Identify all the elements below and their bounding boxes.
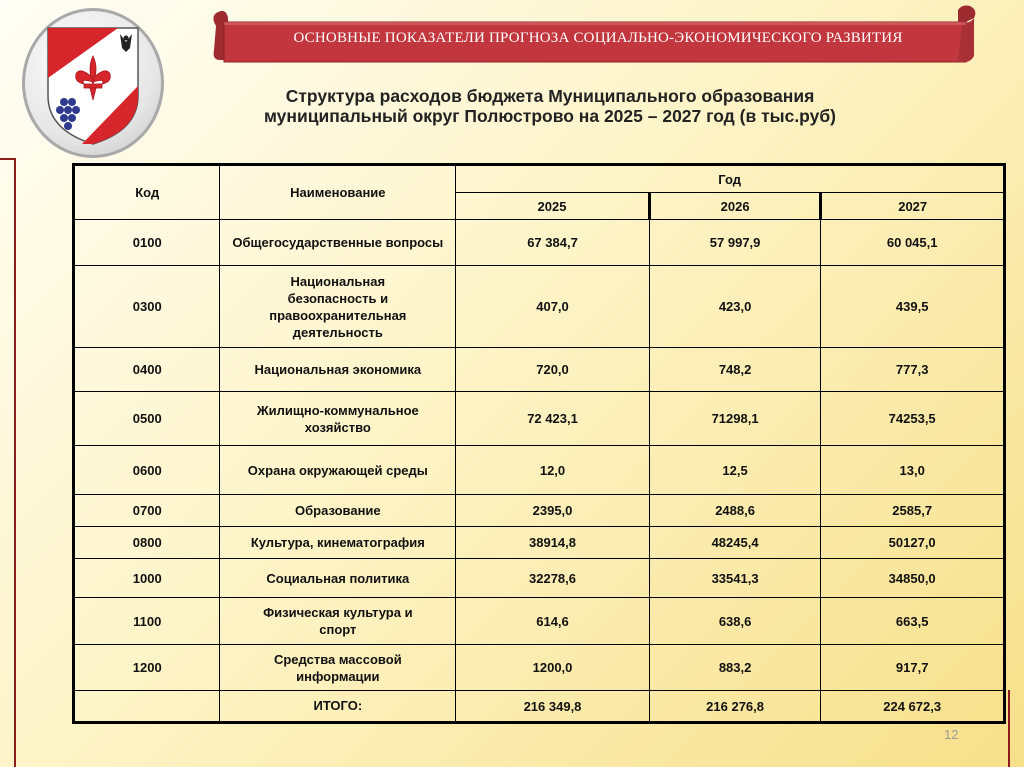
budget-table	[72, 163, 1006, 724]
row-name: Национальная безопасность и правоохранительная деятельность	[220, 266, 456, 348]
row-value-2025: 12,0	[456, 446, 650, 495]
table-row	[74, 598, 1005, 645]
row-value-2027: 34850,0	[821, 559, 1005, 598]
page-title	[200, 86, 900, 126]
row-code: 1100	[74, 598, 220, 645]
row-name: Средства массовой информации	[220, 645, 456, 691]
row-value-2026: 57 997,9	[649, 220, 821, 266]
coat-of-arms-emblem	[22, 8, 164, 158]
header-code: Код	[74, 165, 220, 220]
table-row	[74, 446, 1005, 495]
row-value-2026: 638,6	[649, 598, 821, 645]
row-code: 0700	[74, 495, 220, 527]
row-value-2025: 32278,6	[456, 559, 650, 598]
row-value-2027: 663,5	[821, 598, 1005, 645]
row-value-2026: 71298,1	[649, 392, 821, 446]
table-total-row	[74, 691, 1005, 723]
row-name: Национальная экономика	[220, 348, 456, 392]
row-value-2027: 439,5	[821, 266, 1005, 348]
row-value-2026: 12,5	[649, 446, 821, 495]
table-row	[74, 220, 1005, 266]
row-value-2025: 407,0	[456, 266, 650, 348]
header-year-2026: 2026	[649, 193, 821, 220]
row-name: Охрана окружающей среды	[220, 446, 456, 495]
row-value-2027: 917,7	[821, 645, 1005, 691]
row-value-2026: 423,0	[649, 266, 821, 348]
row-code: 0100	[74, 220, 220, 266]
row-value-2026: 2488,6	[649, 495, 821, 527]
row-name: Жилищно-коммунальное хозяйство	[220, 392, 456, 446]
row-value-2025: 2395,0	[456, 495, 650, 527]
decor-line-right	[1008, 690, 1010, 767]
row-code: 0600	[74, 446, 220, 495]
row-value-2027: 50127,0	[821, 527, 1005, 559]
total-label: ИТОГО:	[220, 691, 456, 723]
header-name: Наименование	[220, 165, 456, 220]
row-value-2025: 67 384,7	[456, 220, 650, 266]
row-name: Физическая культура и спорт	[220, 598, 456, 645]
header-year: Год	[456, 165, 1005, 193]
row-code: 0400	[74, 348, 220, 392]
row-value-2025: 614,6	[456, 598, 650, 645]
row-code: 1000	[74, 559, 220, 598]
table-row	[74, 527, 1005, 559]
title-line-2: муниципальный округ Полюстрово на 2025 – 2027 год (в тыс.руб)	[263, 106, 837, 126]
header-year-2025: 2025	[456, 193, 650, 220]
row-code: 1200	[74, 645, 220, 691]
row-value-2026: 748,2	[649, 348, 821, 392]
table-row	[74, 559, 1005, 598]
row-code: 0300	[74, 266, 220, 348]
row-value-2027: 777,3	[821, 348, 1005, 392]
table-row	[74, 645, 1005, 691]
row-value-2027: 2585,7	[821, 495, 1005, 527]
row-value-2025: 72 423,1	[456, 392, 650, 446]
row-name: Социальная политика	[220, 559, 456, 598]
row-value-2027: 60 045,1	[821, 220, 1005, 266]
row-value-2025: 1200,0	[456, 645, 650, 691]
table-row	[74, 266, 1005, 348]
row-value-2027: 74253,5	[821, 392, 1005, 446]
total-value-2026: 216 276,8	[649, 691, 821, 723]
total-value-2025: 216 349,8	[456, 691, 650, 723]
row-value-2025: 38914,8	[456, 527, 650, 559]
row-name: Культура, кинематография	[220, 527, 456, 559]
table-row	[74, 495, 1005, 527]
row-code: 0800	[74, 527, 220, 559]
row-value-2026: 48245,4	[649, 527, 821, 559]
row-value-2026: 883,2	[649, 645, 821, 691]
row-name: Общегосударственные вопросы	[220, 220, 456, 266]
page-number: 12	[944, 727, 959, 742]
total-value-2027: 224 672,3	[821, 691, 1005, 723]
row-value-2027: 13,0	[821, 446, 1005, 495]
total-code	[74, 691, 220, 723]
table-row	[74, 392, 1005, 446]
row-value-2025: 720,0	[456, 348, 650, 392]
row-value-2026: 33541,3	[649, 559, 821, 598]
row-code: 0500	[74, 392, 220, 446]
header-year-2027: 2027	[821, 193, 1005, 220]
banner-title: ОСНОВНЫЕ ПОКАЗАТЕЛИ ПРОГНОЗА СОЦИАЛЬНО-ЭКОНОМИЧЕСКОГО РАЗВИТИЯ	[293, 30, 903, 46]
title-line-1: Структура расходов бюджета Муниципального образования	[285, 86, 815, 106]
row-name: Образование	[220, 495, 456, 527]
table-row	[74, 348, 1005, 392]
decor-line-vertical	[14, 158, 16, 767]
header-banner	[210, 4, 978, 66]
